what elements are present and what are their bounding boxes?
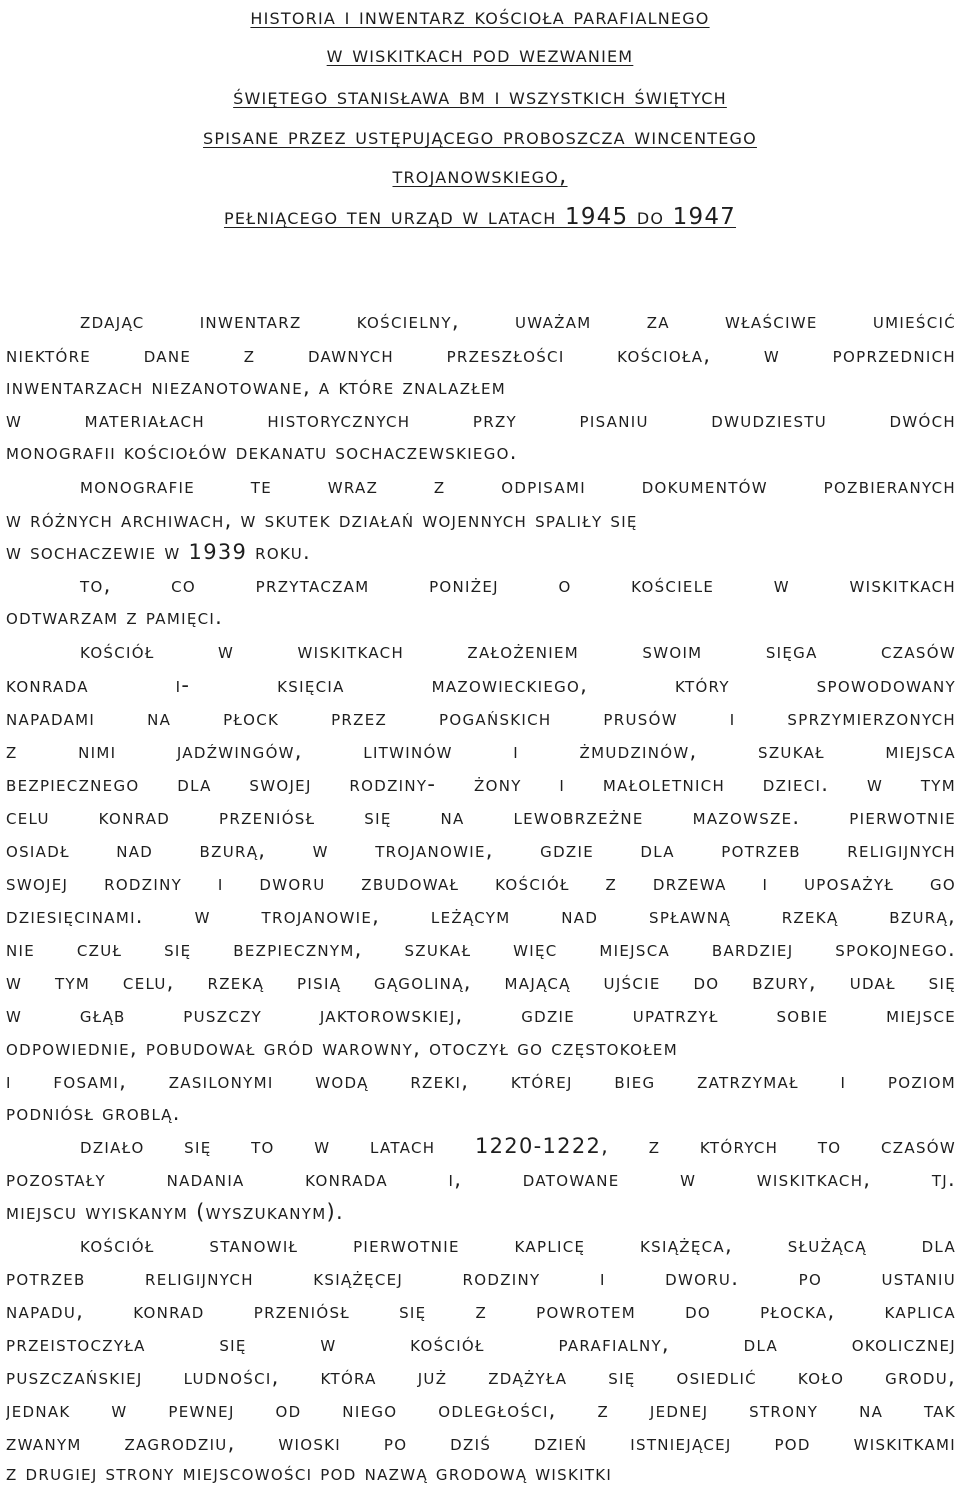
- text-line: odpowiednie, pobudował gród warowny, otoczył go częstokołem: [6, 1036, 678, 1060]
- text-line: z nimi jadźwingów, litwinów i żmudzinów, szukał miejsca: [6, 739, 956, 763]
- text-line: niektóre dane z dawnych przeszłości kościoła, w poprzednich: [6, 343, 956, 367]
- text-line: potrzeb religijnych książęcej rodziny i dworu. po ustaniu: [6, 1266, 956, 1290]
- text-line: napadu, konrad przeniósł się z powrotem do płocka, kaplica: [6, 1299, 956, 1323]
- text-line: w różnych archiwach, w skutek działań wojennych spaliły się: [6, 508, 638, 532]
- title-line: historia i inwentarz kościoła parafialnego: [250, 4, 710, 30]
- text-line: zdając inwentarz kościelny, uważam za właściwe umieścić: [80, 309, 956, 333]
- text-line: kościół w wiskitkach założeniem swoim sięga czasów: [80, 639, 956, 663]
- text-line: puszczańskiej ludności, która już zdążyła się osiedlić koło grodu,: [6, 1365, 956, 1389]
- text-line: dziesięcinami. w trojanowie, leżącym nad spławną rzeką bzurą,: [6, 904, 956, 928]
- text-line: odtwarzam z pamięci.: [6, 605, 224, 629]
- title-line: trojanowskiego,: [392, 163, 568, 189]
- text-line: osiadł nad bzurą, w trojanowie, gdzie dla potrzeb religijnych: [6, 838, 956, 862]
- text-line: zwanym zagrodziu, wioski po dziś dzień istniejącej pod wiskitkami: [6, 1431, 956, 1455]
- text-line: napadami na płock przez pogańskich prusów i sprzymierzonych: [6, 706, 956, 730]
- text-line: w tym celu, rzeką pisią gągoliną, mającą ujście do bzury, udał się: [6, 970, 956, 994]
- text-line: pozostały nadania konrada i, datowane w wiskitkach, tj.: [6, 1167, 956, 1191]
- text-line: konrada i- księcia mazowieckiego, który spowodowany: [6, 673, 956, 697]
- text-line: monografie te wraz z odpisami dokumentów pozbieranych: [80, 474, 956, 498]
- text-line: w głąb puszczy jaktorowskiej, gdzie upatrzył sobie miejsce: [6, 1003, 956, 1027]
- title-line: pełniącego ten urząd w latach 1945 do 1947: [223, 204, 737, 230]
- text-line: z drugiej strony miejscowości pod nazwą grodową wiskitki: [6, 1461, 613, 1485]
- text-line: inwentarzach niezanotowane, a które znalazłem: [6, 375, 507, 399]
- text-line: nie czuł się bezpiecznym, szukał więc miejsca bardziej spokojnego.: [6, 937, 956, 961]
- text-line: jednak w pewnej od niego odległości, z jednej strony na tak: [6, 1398, 956, 1422]
- text-line: monografii kościołów dekanatu sochaczewskiego.: [6, 440, 518, 464]
- text-line: działo się to w latach 1220-1222, z których to czasów: [80, 1134, 956, 1158]
- text-line: to, co przytaczam poniżej o kościele w wiskitkach: [80, 573, 956, 597]
- text-line: swojej rodziny i dworu zbudował kościół z drzewa i uposażył go: [6, 871, 956, 895]
- text-line: bezpiecznego dla swojej rodziny- żony i małoletnich dzieci. w tym: [6, 772, 956, 796]
- text-line: i fosami, zasilonymi wodą rzeki, której bieg zatrzymał i poziom: [6, 1069, 956, 1093]
- title-line: spisane przez ustępującego proboszcza wincentego: [203, 124, 757, 150]
- text-line: przeistoczyła się w kościół parafialny, dla okolicznej: [6, 1332, 956, 1356]
- text-line: w sochaczewie w 1939 roku.: [6, 540, 311, 564]
- text-line: podniósł groblą.: [6, 1101, 181, 1125]
- title-line: świętego stanisława bm i wszystkich świętych: [233, 84, 727, 110]
- title-line: w wiskitkach pod wezwaniem: [326, 42, 634, 68]
- text-line: w materiałach historycznych przy pisaniu dwudziestu dwóch: [6, 408, 956, 432]
- text-line: celu konrad przeniósł się na lewobrzeżne mazowsze. pierwotnie: [6, 805, 956, 829]
- text-line: kościół stanowił pierwotnie kaplicę książęca, służącą dla: [80, 1233, 956, 1257]
- text-line: miejscu wyiskanym (wyszukanym).: [6, 1200, 344, 1224]
